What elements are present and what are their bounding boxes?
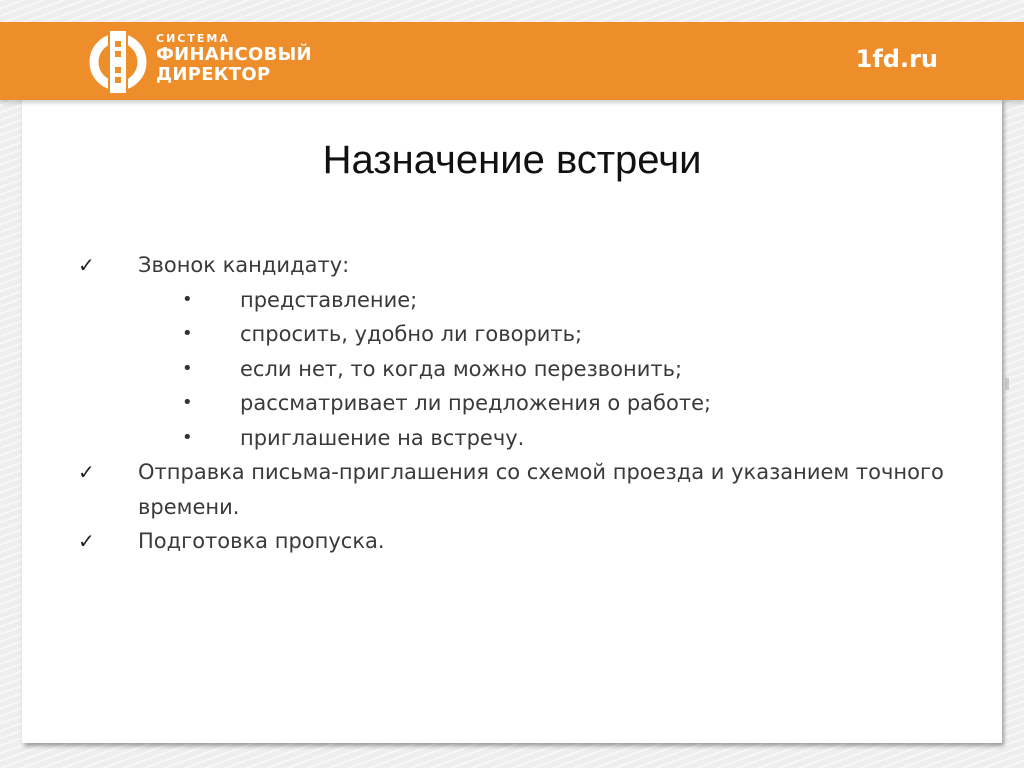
slide-content — [78, 248, 958, 559]
sub-list-item — [78, 283, 958, 318]
site-link[interactable]: 1fd.ru — [855, 45, 938, 73]
bullet-icon: • — [182, 392, 193, 413]
sub-list-item — [78, 352, 958, 387]
sub-list-item-label: рассматривает ли предложения о работе; — [240, 391, 712, 415]
list-item-label: Отправка письма-приглашения со схемой проезда и указанием точного времени. — [138, 460, 944, 519]
sub-list-item-label: спросить, удобно ли говорить; — [240, 322, 583, 346]
header-bar — [0, 22, 1024, 100]
checkmark-icon: ✓ — [78, 529, 95, 553]
edge-divider — [1005, 378, 1009, 390]
slide-panel — [22, 98, 1002, 743]
logo-text-financial: ФИНАНСОВЫЙ — [156, 44, 312, 65]
logo-text — [156, 33, 312, 85]
slide-title: Назначение встречи — [322, 138, 702, 182]
sub-list-item-label: представление; — [240, 287, 418, 312]
checkmark-icon: ✓ — [78, 460, 95, 484]
list-item — [78, 524, 958, 559]
bullet-icon: • — [182, 426, 193, 448]
logo-text-director: ДИРЕКТОР — [156, 64, 271, 85]
sub-list-item — [78, 317, 958, 352]
logo-text-system: СИСТЕМА — [156, 32, 230, 45]
logo-phi-icon — [86, 31, 150, 93]
sub-list-item — [78, 421, 958, 456]
list-item-label: Подготовка пропуска. — [138, 529, 385, 553]
sub-list-item-label: приглашение на встречу. — [240, 425, 525, 450]
bullet-icon: • — [182, 323, 193, 344]
list-item — [78, 455, 958, 524]
sub-list-item-label: если нет, то когда можно перезвонить; — [240, 356, 683, 381]
bullet-icon: • — [182, 357, 193, 379]
list-item — [78, 248, 958, 283]
sub-list-item — [78, 386, 958, 421]
list-item-label: Звонок кандидату: — [138, 253, 350, 277]
bullet-icon: • — [182, 288, 193, 310]
checkmark-icon: ✓ — [78, 253, 95, 277]
